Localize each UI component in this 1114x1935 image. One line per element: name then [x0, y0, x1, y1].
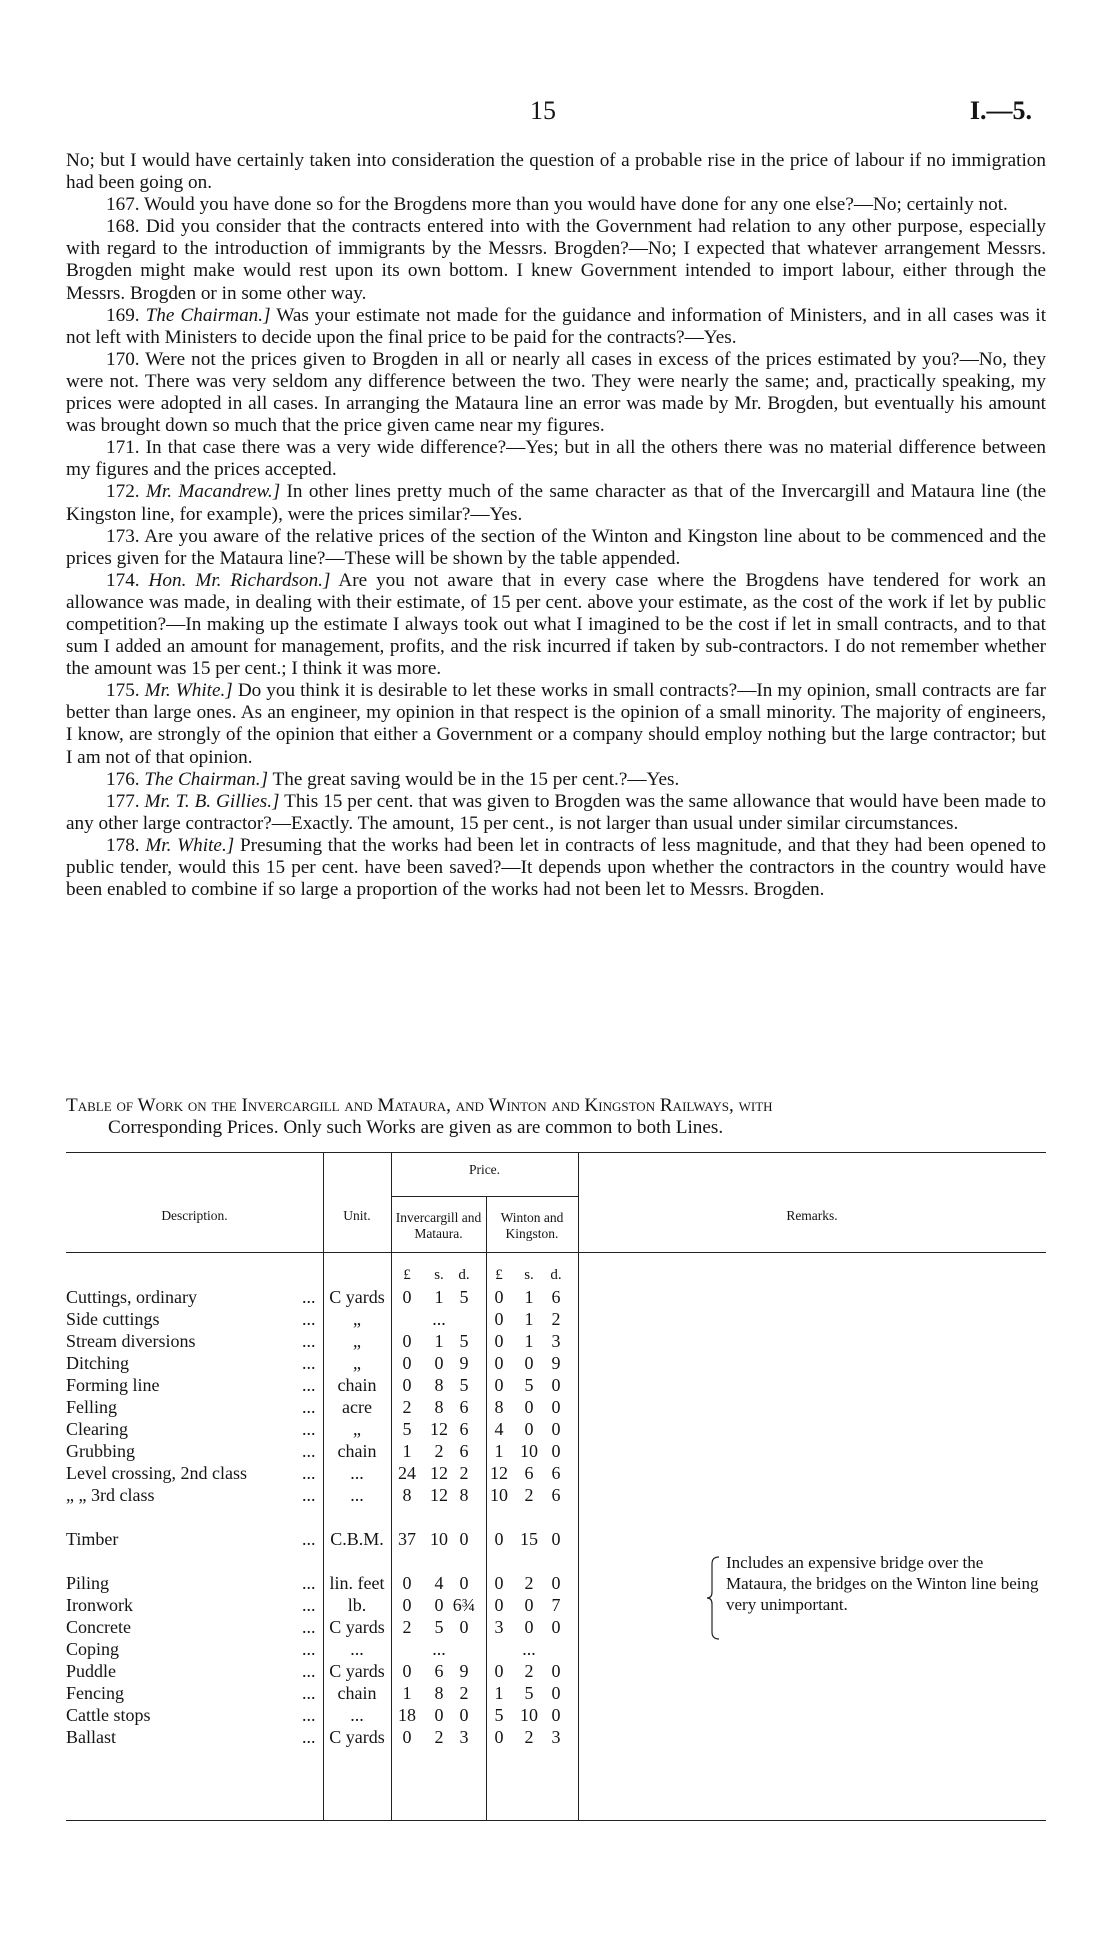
leader-dots: ...	[302, 1595, 316, 1615]
price-invercargill: 5	[434, 1617, 444, 1637]
price-winton: 0	[524, 1595, 534, 1615]
price-invercargill: 2	[459, 1463, 469, 1483]
price-winton: 3	[494, 1617, 504, 1637]
price-winton: 0	[551, 1661, 561, 1681]
price-winton: 8	[494, 1397, 504, 1417]
price-winton: 2	[524, 1485, 534, 1505]
price-table	[66, 1152, 1046, 1802]
price-invercargill: 6	[459, 1397, 469, 1417]
price-winton: 0	[551, 1529, 561, 1549]
row-description: Fencing	[66, 1683, 124, 1703]
question-178: 178. Mr. White.] Presuming that the works had been let in contracts of less magnitude, and that they had been opened to public tender, would this 15 per cent. have been saved?—It depends upon whether the contractors in the country would have been enabled to combine if so large a proportion of the works had not been let to Messrs. Brogden.	[66, 834, 1047, 901]
table-caption-line-1: Table of Work on the Invercargill and Mataura, and Winton and Kingston Railways, with	[66, 1095, 773, 1116]
price-winton: 5	[494, 1705, 504, 1725]
price-winton: 7	[551, 1595, 561, 1615]
price-invercargill: 12	[430, 1463, 448, 1483]
leader-dots: ...	[302, 1419, 316, 1439]
price-winton: 0	[494, 1529, 504, 1549]
price-winton: 10	[490, 1485, 508, 1505]
currency-header: £	[495, 1267, 503, 1283]
price-invercargill: 0	[402, 1287, 412, 1307]
leader-dots: ...	[302, 1287, 316, 1307]
price-winton: 3	[551, 1727, 561, 1747]
remark-timber: Includes an expensive bridge over the Mataura, the bridges on the Winton line being very unimportant.	[726, 1553, 1039, 1614]
price-invercargill: 6¾	[452, 1595, 476, 1615]
row-unit: lb.	[347, 1595, 367, 1615]
header-winton: Winton and Kingston.	[500, 1210, 564, 1241]
leader-dots: ...	[302, 1375, 316, 1395]
row-unit: „	[353, 1331, 361, 1351]
row-description: Ditching	[66, 1353, 129, 1373]
row-description: Piling	[66, 1573, 110, 1593]
question-173: 173. Are you aware of the relative prices of the section of the Winton and Kingston line about to be commenced and the prices given for the Mataura line?—These will be shown by the table appended.	[66, 525, 1046, 569]
leader-dots: ...	[302, 1331, 316, 1351]
document-reference: I.—5.	[969, 96, 1032, 125]
price-winton: 0	[494, 1595, 504, 1615]
header-invercargill: Invercargill and Mataura.	[395, 1210, 482, 1241]
price-invercargill: 0	[459, 1573, 469, 1593]
question-177: 177. Mr. T. B. Gillies.] This 15 per cent. that was given to Brogden was the same allowance that would have been made to any other large contractor?—Exactly. The amount, 15 per cent., is not larger than usual under similar circumstances.	[66, 790, 1047, 834]
price-invercargill: 8	[459, 1485, 469, 1505]
question-174: 174. Hon. Mr. Richardson.] Are you not aware that in every case where the Brogdens have tendered for work an allowance was made, in dealing with their estimate, of 15 per cent. above your estimate, as the cost of the work if let by public competition?—In making up the estimate I always took out what I imagined to be the cost if let in small contracts, and to that sum I added an amount for management, profits, and the risk incurred if taken by sub-contractors. I do not remember whether the amount was 15 per cent.; I think it was more.	[66, 569, 1046, 680]
price-invercargill: 0	[434, 1353, 444, 1373]
price-winton: 12	[490, 1463, 508, 1483]
price-winton: 0	[494, 1331, 504, 1351]
price-invercargill: 1	[434, 1331, 444, 1351]
row-unit: „	[353, 1419, 361, 1439]
price-invercargill: 3	[459, 1727, 469, 1747]
price-invercargill: 0	[402, 1353, 412, 1373]
price-invercargill: 2	[434, 1441, 444, 1461]
price-invercargill: 0	[459, 1705, 469, 1725]
price-invercargill: 18	[398, 1705, 416, 1725]
price-winton: 0	[494, 1375, 504, 1395]
price-winton: 0	[524, 1419, 534, 1439]
row-description: Cuttings, ordinary	[66, 1287, 197, 1307]
price-winton: 5	[524, 1375, 534, 1395]
price-winton: 0	[551, 1419, 561, 1439]
price-winton: 1	[524, 1331, 534, 1351]
leader-dots: ...	[302, 1463, 316, 1483]
price-invercargill: 8	[402, 1485, 412, 1505]
price-invercargill: 5	[459, 1375, 469, 1395]
row-description: Timber	[66, 1529, 119, 1549]
evidence-text	[66, 150, 1046, 901]
price-winton: 2	[524, 1661, 534, 1681]
leader-dots: ...	[302, 1485, 316, 1505]
question-167: 167. Would you have done so for the Brogdens more than you would have done for any one else?—No; certainly not.	[106, 194, 1008, 216]
row-description: Ironwork	[66, 1595, 133, 1615]
leader-dots: ...	[302, 1661, 316, 1681]
price-invercargill: 5	[459, 1287, 469, 1307]
currency-header: s.	[524, 1267, 534, 1283]
table-caption	[66, 1095, 1046, 1139]
price-winton: 0	[494, 1309, 504, 1329]
price-invercargill: 2	[402, 1617, 412, 1637]
row-unit: „	[353, 1353, 361, 1373]
price-invercargill: ...	[432, 1639, 446, 1659]
price-winton: ...	[522, 1639, 536, 1659]
row-unit: chain	[337, 1441, 377, 1461]
question-168: 168. Did you consider that the contracts entered into with the Government had relation to any other purpose, especially with regard to the introduction of immigrants by the Messrs. Brogden?—No; I expected that whatever arrangement Messrs. Brogden might make would rest upon its own bottom. I knew Government intended to import labour, either through the Messrs. Brogden or in some other way.	[66, 216, 1047, 304]
price-winton: 6	[551, 1463, 561, 1483]
row-description: „ „ 3rd class	[66, 1485, 155, 1505]
price-winton: 6	[524, 1463, 534, 1483]
price-invercargill: 8	[434, 1683, 444, 1703]
price-winton: 0	[551, 1683, 561, 1703]
price-winton: 0	[551, 1375, 561, 1395]
price-invercargill: 8	[434, 1397, 444, 1417]
currency-header: d.	[550, 1267, 562, 1283]
price-winton: 9	[551, 1353, 561, 1373]
row-unit: chain	[337, 1683, 377, 1703]
row-description: Concrete	[66, 1617, 131, 1637]
price-winton: 2	[551, 1309, 561, 1329]
row-description: Felling	[66, 1397, 118, 1417]
price-invercargill: 5	[402, 1419, 412, 1439]
price-invercargill: 2	[434, 1727, 444, 1747]
row-unit: ...	[350, 1463, 364, 1483]
leader-dots: ...	[302, 1529, 316, 1549]
price-winton: 1	[494, 1683, 504, 1703]
page-number: 15	[530, 96, 556, 125]
price-invercargill: 0	[434, 1705, 444, 1725]
header-description: Description.	[161, 1208, 228, 1223]
price-invercargill: 0	[402, 1661, 412, 1681]
row-unit: „	[353, 1309, 361, 1329]
price-winton: 0	[494, 1353, 504, 1373]
price-winton: 6	[551, 1287, 561, 1307]
leader-dots: ...	[302, 1683, 316, 1703]
price-invercargill: ...	[432, 1309, 446, 1329]
row-description: Forming line	[66, 1375, 160, 1395]
price-invercargill: 12	[430, 1419, 448, 1439]
question-170: 170. Were not the prices given to Brogden in all or nearly all cases in excess of the prices estimated by you?—No, they were not. There was very seldom any difference between the two. They were nearly the same; and, practically speaking, my prices were adopted in all cases. In arranging the Mataura line an error was made by Mr. Brogden, but eventually his amount was brought down so much that the price given came near my figures.	[66, 348, 1046, 437]
price-winton: 0	[494, 1287, 504, 1307]
paragraph: No; but I would have certainly taken into consideration the question of a probable rise in the price of labour if no immigration had been going on.	[66, 150, 1046, 194]
row-description: Level crossing, 2nd class	[66, 1463, 247, 1483]
price-invercargill: 6	[434, 1661, 444, 1681]
price-invercargill: 0	[402, 1375, 412, 1395]
price-winton: 0	[551, 1705, 561, 1725]
price-invercargill: 9	[459, 1353, 469, 1373]
price-invercargill: 10	[430, 1529, 448, 1549]
price-winton: 1	[494, 1441, 504, 1461]
price-winton: 0	[551, 1441, 561, 1461]
leader-dots: ...	[302, 1353, 316, 1373]
price-invercargill: 6	[459, 1441, 469, 1461]
price-invercargill: 0	[402, 1595, 412, 1615]
row-unit: C yards	[329, 1661, 385, 1681]
row-unit: chain	[337, 1375, 377, 1395]
price-invercargill: 1	[402, 1441, 412, 1461]
table-caption-line-2: Corresponding Prices. Only such Works are given as are common to both Lines.	[108, 1117, 724, 1138]
price-winton: 0	[494, 1727, 504, 1747]
row-description: Side cuttings	[66, 1309, 160, 1329]
price-invercargill: 0	[459, 1617, 469, 1637]
row-description: Stream diversions	[66, 1331, 196, 1351]
price-invercargill: 1	[402, 1683, 412, 1703]
currency-header: £	[403, 1267, 411, 1283]
price-winton: 0	[494, 1661, 504, 1681]
row-unit: ...	[350, 1485, 364, 1505]
price-invercargill: 5	[459, 1331, 469, 1351]
price-invercargill: 2	[459, 1683, 469, 1703]
price-invercargill: 0	[402, 1573, 412, 1593]
row-description: Ballast	[66, 1727, 116, 1747]
price-winton: 10	[520, 1441, 538, 1461]
row-unit: ...	[350, 1705, 364, 1725]
price-winton: 0	[524, 1617, 534, 1637]
price-invercargill: 9	[459, 1661, 469, 1681]
question-175: 175. Mr. White.] Do you think it is desirable to let these works in small contracts?—In my opinion, small contracts are far better than large ones. As an engineer, my opinion in that respect is the opinion of a small minority. The majority of engineers, I know, are strongly of the opinion that either a Government or a company should employ nothing but the large contractor; but I am not of that opinion.	[66, 680, 1047, 768]
price-invercargill: 8	[434, 1375, 444, 1395]
page-header	[0, 96, 1114, 132]
leader-dots: ...	[302, 1573, 316, 1593]
header-price: Price.	[468, 1162, 501, 1177]
price-invercargill: 0	[402, 1331, 412, 1351]
price-winton: 0	[524, 1353, 534, 1373]
price-winton: 6	[551, 1485, 561, 1505]
brace-icon	[706, 1556, 720, 1640]
row-unit: ...	[350, 1639, 364, 1659]
price-winton: 4	[494, 1419, 504, 1439]
leader-dots: ...	[302, 1441, 316, 1461]
question-176: 176. The Chairman.] The great saving would be in the 15 per cent.?—Yes.	[106, 768, 680, 790]
price-invercargill: 6	[459, 1419, 469, 1439]
row-unit: C yards	[329, 1727, 385, 1747]
price-winton: 15	[520, 1529, 538, 1549]
price-winton: 3	[551, 1331, 561, 1351]
price-winton: 10	[520, 1705, 538, 1725]
row-unit: acre	[342, 1397, 372, 1417]
price-invercargill: 1	[434, 1287, 444, 1307]
leader-dots: ...	[302, 1397, 316, 1417]
currency-header: s.	[434, 1267, 444, 1283]
row-unit: C.B.M.	[330, 1529, 384, 1549]
price-invercargill: 4	[434, 1573, 444, 1593]
question-169: 169. The Chairman.] Was your estimate not made for the guidance and information of Ministers, and in all cases was it not left with Ministers to decide upon the final price to be paid for the contracts?—Yes.	[66, 304, 1047, 348]
price-winton: 0	[551, 1397, 561, 1417]
price-invercargill: 12	[430, 1485, 448, 1505]
price-winton: 1	[524, 1287, 534, 1307]
row-description: Puddle	[66, 1661, 117, 1681]
leader-dots: ...	[302, 1727, 316, 1747]
price-winton: 0	[551, 1617, 561, 1637]
price-invercargill: 37	[398, 1529, 416, 1549]
price-winton: 2	[524, 1727, 534, 1747]
price-invercargill: 0	[459, 1529, 469, 1549]
header-unit: Unit.	[343, 1208, 371, 1223]
header-remarks: Remarks.	[786, 1208, 838, 1223]
row-unit: C yards	[329, 1287, 385, 1307]
price-invercargill: 24	[398, 1463, 416, 1483]
price-winton: 0	[551, 1573, 561, 1593]
currency-header: d.	[458, 1267, 470, 1283]
leader-dots: ...	[302, 1639, 316, 1659]
price-winton: 0	[524, 1397, 534, 1417]
leader-dots: ...	[302, 1617, 316, 1637]
price-invercargill: 0	[434, 1595, 444, 1615]
price-invercargill: 0	[402, 1727, 412, 1747]
price-winton: 2	[524, 1573, 534, 1593]
question-172: 172. Mr. Macandrew.] In other lines pretty much of the same character as that of the Invercargill and Mataura line (the Kingston line, for example), were the prices similar?—Yes.	[66, 481, 1046, 525]
row-description: Clearing	[66, 1419, 128, 1439]
price-winton: 5	[524, 1683, 534, 1703]
leader-dots: ...	[302, 1309, 316, 1329]
row-unit: lin. feet	[329, 1573, 385, 1593]
row-description: Coping	[66, 1639, 120, 1659]
row-description: Grubbing	[66, 1441, 135, 1461]
row-description: Cattle stops	[66, 1705, 151, 1725]
question-171: 171. In that case there was a very wide difference?—Yes; but in all the others there was no material difference between my figures and the prices accepted.	[66, 437, 1046, 481]
price-winton: 1	[524, 1309, 534, 1329]
row-unit: C yards	[329, 1617, 385, 1637]
price-winton: 0	[494, 1573, 504, 1593]
price-invercargill: 2	[402, 1397, 412, 1417]
leader-dots: ...	[302, 1705, 316, 1725]
